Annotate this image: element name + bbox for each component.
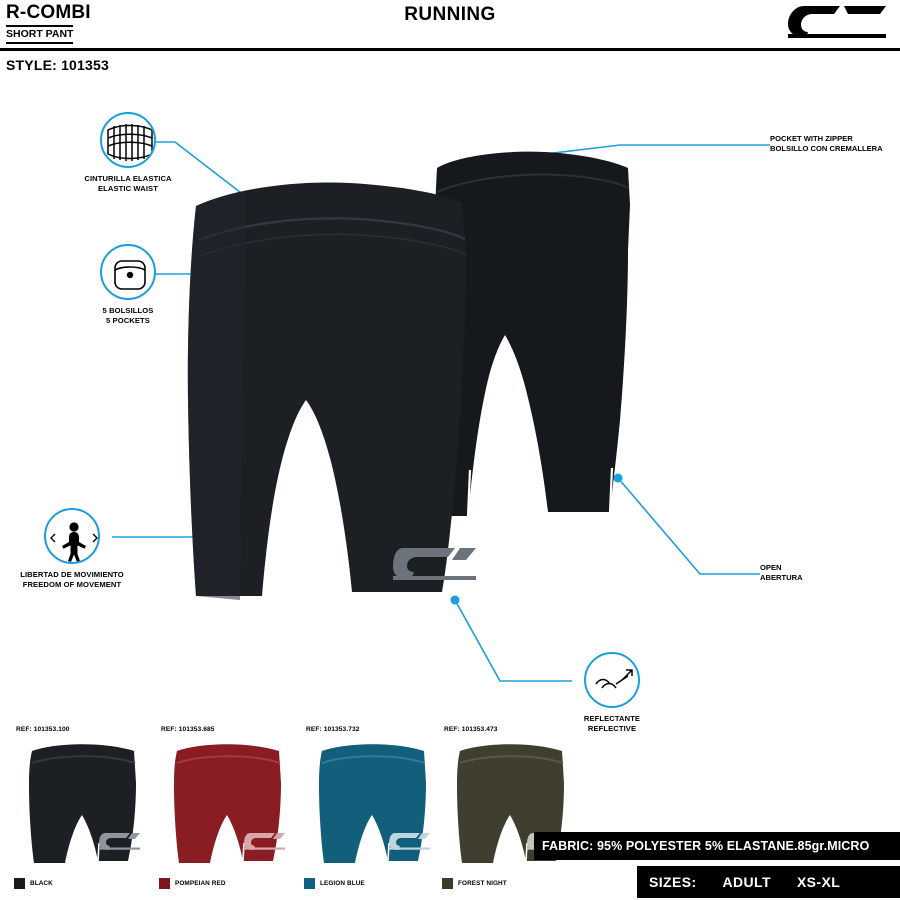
- callout-line2: FREEDOM OF MOVEMENT: [22, 579, 122, 589]
- product-name: R-COMBI: [6, 2, 91, 23]
- color-name: BLACK: [30, 880, 53, 887]
- joma-logo: [782, 4, 892, 40]
- fabric-text: FABRIC: 95% POLYESTER 5% ELASTANE.85gr.MICRO: [542, 839, 870, 853]
- colorway-thumb: [300, 733, 450, 878]
- callout-line1: 5 BOLSILLOS: [102, 306, 154, 315]
- color-name: POMPEIAN RED: [175, 880, 226, 887]
- waistband-icon: [100, 112, 156, 168]
- product-type: SHORT PANT: [6, 25, 73, 44]
- colorway-ref: REF: 101353.732: [306, 726, 360, 733]
- category-title: RUNNING: [404, 4, 496, 25]
- callout-pockets: [44, 244, 212, 325]
- header-rule: [0, 48, 900, 51]
- colorway-thumb: [10, 733, 160, 878]
- fabric-bar: [534, 832, 900, 860]
- callout-line2: 5 POCKETS: [106, 315, 150, 325]
- callout-line1: LIBERTAD DE MOVIMIENTO: [20, 570, 124, 579]
- callout-open-vent: [760, 563, 803, 582]
- colorway-swatch: [442, 878, 507, 889]
- callout-line2: REFLECTIVE: [587, 723, 637, 733]
- callout-line2: ABERTURA: [760, 572, 803, 582]
- color-chip: [159, 878, 170, 889]
- colorway-thumb: [155, 733, 305, 878]
- colorway-pompeian-red: [155, 726, 305, 887]
- colorway-swatch: [14, 878, 53, 889]
- color-name: LEGION BLUE: [320, 880, 365, 887]
- colorway-swatch: [304, 878, 365, 889]
- colorway-ref: REF: 101353.685: [161, 726, 215, 733]
- colorway-legion-blue: [300, 726, 450, 887]
- person-icon: [44, 508, 100, 564]
- sizes-bar: [637, 866, 900, 898]
- callout-line2: BOLSILLO CON CREMALLERA: [770, 143, 883, 153]
- colorway-swatch: [159, 878, 226, 889]
- callout-line1: REFLECTANTE: [583, 714, 641, 723]
- callout-line1: OPEN: [760, 563, 782, 572]
- sizes-range: XS-XL: [796, 874, 841, 890]
- colorway-black: [10, 726, 160, 887]
- header: [0, 0, 900, 50]
- callout-line1: POCKET WITH ZIPPER: [770, 134, 853, 143]
- pocket-icon: [100, 244, 156, 300]
- reflective-icon: [584, 652, 640, 708]
- style-code: STYLE: 101353: [6, 57, 109, 73]
- callout-line2: ELASTIC WAIST: [98, 183, 158, 193]
- callout-line1: CINTURILLA ELASTICA: [84, 174, 172, 183]
- colorway-ref: REF: 101353.100: [16, 726, 70, 733]
- callout-zip-pocket: [770, 134, 883, 153]
- color-chip: [442, 878, 453, 889]
- color-name: FOREST NIGHT: [458, 880, 507, 887]
- callout-freedom: [0, 508, 156, 589]
- garment-illustration: [188, 152, 630, 600]
- sizes-group: ADULT: [722, 874, 771, 890]
- color-chip: [14, 878, 25, 889]
- color-chip: [304, 878, 315, 889]
- colorway-ref: REF: 101353.473: [444, 726, 498, 733]
- callout-elastic-waist: [44, 112, 212, 193]
- callout-reflective: [528, 652, 696, 733]
- sizes-label: SIZES:: [649, 874, 697, 890]
